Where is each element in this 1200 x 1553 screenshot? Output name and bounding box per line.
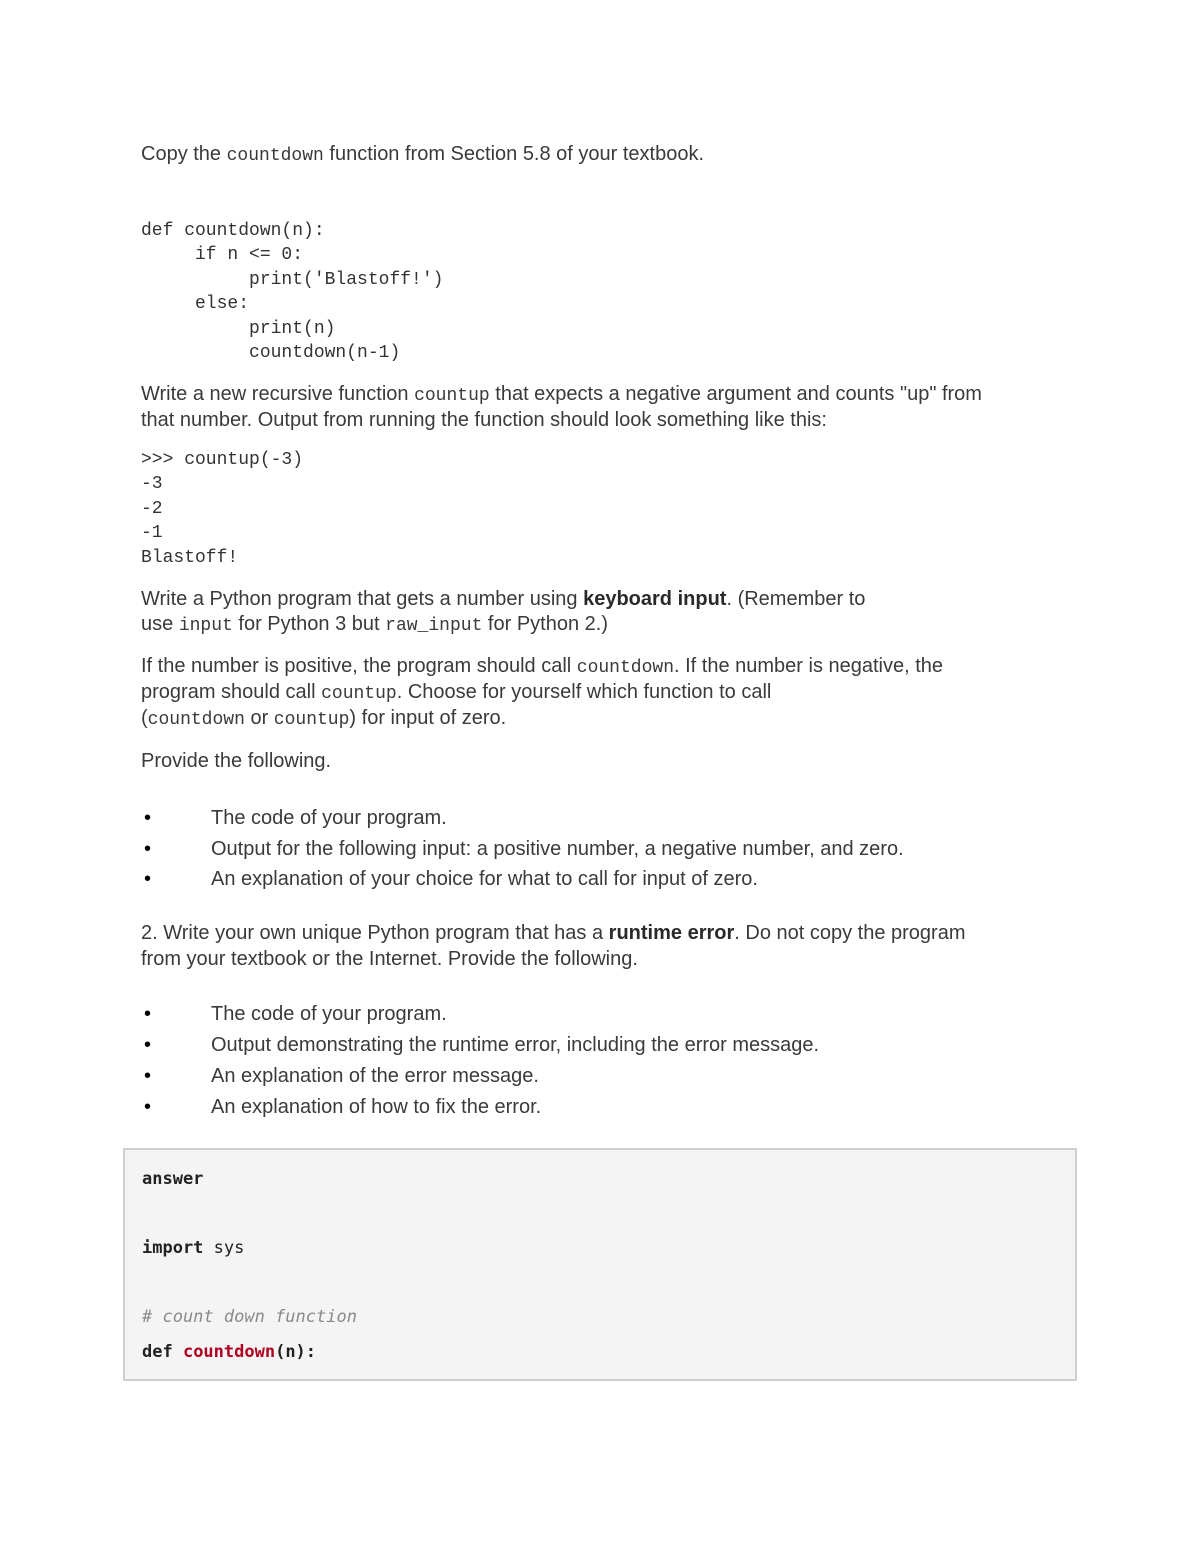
- countup-output-block: >>> countup(-3) -3 -2 -1 Blastoff!: [141, 450, 304, 568]
- list-item-text: An explanation of the error message.: [211, 1065, 539, 1087]
- countup-description-line2: that number. Output from running the function should look something like this:: [141, 409, 827, 431]
- inline-code: countup: [273, 710, 350, 730]
- keyboard-input-paragraph: [141, 586, 865, 612]
- list-item-text: The code of your program.: [211, 1003, 447, 1025]
- function-name: countdown: [182, 1342, 276, 1362]
- if-number-line3: [141, 705, 506, 733]
- import-line: [142, 1238, 244, 1258]
- text: or: [244, 707, 274, 729]
- text: (: [141, 707, 148, 729]
- list-item-text: Output demonstrating the runtime error, including the error message.: [211, 1034, 820, 1056]
- text: ) for input of zero.: [349, 707, 507, 729]
- keyword: import: [142, 1238, 204, 1258]
- countdown-code-block: def countdown(n): if n <= 0: print('Blastoff!') else: print(n) countdown(n-1): [141, 221, 444, 364]
- answer-code-box: [123, 1148, 1077, 1381]
- text: for Python 2.): [482, 613, 608, 635]
- bullet-icon: •: [144, 807, 152, 829]
- bullet-icon: •: [144, 868, 152, 890]
- text: Write a Python program that gets a number using: [141, 588, 584, 610]
- bullet-icon: •: [144, 1034, 152, 1056]
- list-item-text: Output for the following input: a positive number, a negative number, and zero.: [211, 838, 904, 860]
- text: . Choose for yourself which function to call: [396, 681, 772, 703]
- question-2-line2: from your textbook or the Internet. Provide the following.: [141, 948, 638, 970]
- text: use: [141, 613, 179, 635]
- module-name: sys: [203, 1238, 245, 1258]
- keyword: def: [142, 1342, 183, 1362]
- if-number-paragraph: [141, 653, 943, 681]
- text: 2. Write your own unique Python program that has a: [141, 922, 609, 944]
- keyboard-input-line2: [141, 611, 608, 639]
- countup-description: [141, 381, 982, 409]
- bullet-icon: •: [144, 838, 152, 860]
- list-item-text: The code of your program.: [211, 807, 447, 829]
- answer-label: answer: [142, 1169, 204, 1189]
- text: . If the number is negative, the: [674, 655, 944, 677]
- inline-code: countup: [321, 684, 397, 704]
- text: . Do not copy the program: [734, 922, 966, 944]
- code-comment: # count down function: [142, 1307, 357, 1327]
- inline-code: countdown: [147, 710, 245, 730]
- inline-code: countup: [414, 386, 490, 406]
- bullet-icon: •: [144, 1096, 152, 1118]
- bold-text: runtime error: [608, 922, 735, 944]
- inline-code: raw_input: [385, 616, 483, 636]
- text: that expects a negative argument and counts "up" from: [489, 383, 982, 405]
- inline-code: countdown: [226, 146, 324, 166]
- intro-paragraph: [141, 141, 704, 169]
- provide-following: Provide the following.: [141, 750, 332, 772]
- text: . (Remember to: [726, 588, 866, 610]
- if-number-line2: [141, 679, 771, 707]
- intro-text: function from Section 5.8 of your textbook.: [323, 143, 705, 165]
- text: If the number is positive, the program should call: [141, 655, 577, 677]
- def-line: [142, 1342, 316, 1362]
- signature: (n):: [275, 1342, 317, 1362]
- text: program should call: [141, 681, 322, 703]
- question-2-paragraph: [141, 920, 966, 946]
- bullet-icon: •: [144, 1065, 152, 1087]
- text: Write a new recursive function: [141, 383, 415, 405]
- list-item-text: An explanation of your choice for what to call for input of zero.: [211, 868, 758, 890]
- inline-code: countdown: [576, 658, 674, 678]
- inline-code: input: [178, 616, 233, 636]
- intro-text: Copy the: [141, 143, 227, 165]
- bold-text: keyboard input: [583, 588, 727, 610]
- bullet-icon: •: [144, 1003, 152, 1025]
- text: for Python 3 but: [232, 613, 386, 635]
- list-item-text: An explanation of how to fix the error.: [211, 1096, 542, 1118]
